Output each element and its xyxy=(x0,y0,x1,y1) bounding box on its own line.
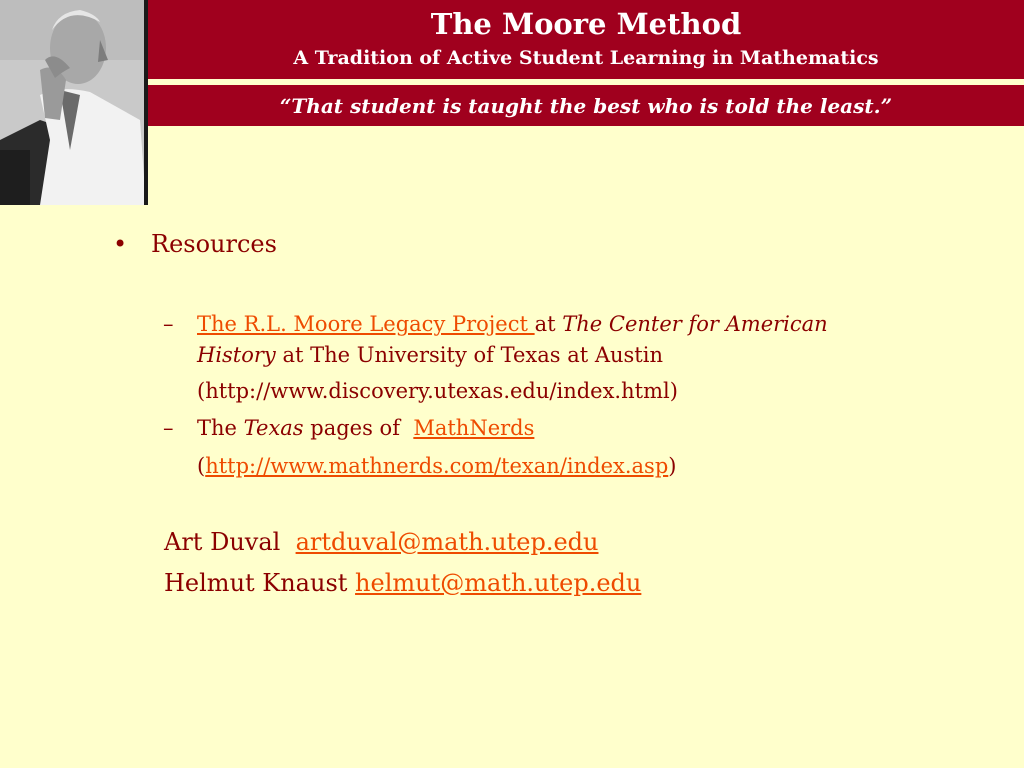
contact-name: Helmut Knaust xyxy=(164,569,356,597)
legacy-project-link[interactable]: The R.L. Moore Legacy Project xyxy=(197,312,535,336)
mathnerds-url-link[interactable]: http://www.mathnerds.com/texan/index.asp xyxy=(205,454,669,478)
resource-item-2-mid: pages of xyxy=(303,416,414,440)
slide-subtitle: A Tradition of Active Student Learning in Mathematics xyxy=(293,47,879,69)
resource-item-1-line-1 xyxy=(197,310,828,338)
resource-item-1-url: (http://www.discovery.utexas.edu/index.html) xyxy=(197,379,678,403)
contact-name: Art Duval xyxy=(164,528,296,556)
contact-duval xyxy=(164,526,598,558)
mathnerds-link[interactable]: MathNerds xyxy=(413,416,535,440)
email-link[interactable]: helmut@math.utep.edu xyxy=(355,569,642,597)
email-link[interactable]: artduval@math.utep.edu xyxy=(295,528,599,556)
resource-item-1-at: at xyxy=(534,312,563,336)
resource-item-1-line-2 xyxy=(197,341,663,369)
dash-icon: – xyxy=(163,416,174,440)
contact-knaust xyxy=(164,567,641,599)
resource-item-2-url xyxy=(197,452,676,480)
resources-label: Resources xyxy=(151,230,277,258)
bullet-dot-icon: • xyxy=(113,230,128,258)
resource-item-2-prefix: The xyxy=(197,416,244,440)
url-close-paren: ) xyxy=(668,454,677,478)
url-open-paren: ( xyxy=(197,454,206,478)
quote-text: “That student is taught the best who is told the least.” xyxy=(279,94,893,118)
resource-item-2-texas: Texas xyxy=(243,416,304,440)
resource-item-1-university: at The University of Texas at Austin xyxy=(275,343,663,367)
resources-bullet xyxy=(113,229,277,259)
dash-icon: – xyxy=(163,312,174,336)
resource-item-2-line-1 xyxy=(197,414,534,442)
resource-item-1-center: The Center for American xyxy=(562,312,828,336)
resource-item-1-history: History xyxy=(197,343,276,367)
slide-title: The Moore Method xyxy=(430,7,742,41)
